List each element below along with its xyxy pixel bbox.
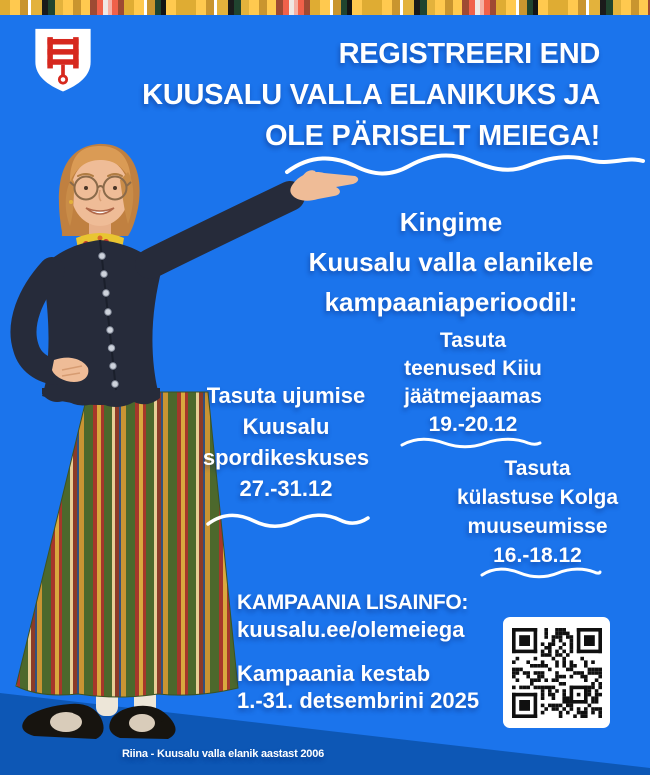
folk-stripe-border [0, 0, 650, 15]
offer-line: muuseumisse [467, 515, 608, 538]
offer-waste-wavy-underline-icon [398, 434, 544, 450]
photo-caption: Riina - Kuusalu valla elanik aastast 2006 [121, 748, 325, 760]
headline-line-1: REGISTREERI END [338, 38, 600, 70]
offer-museum-wavy-underline-icon [478, 563, 604, 580]
headline-line-2: KUUSALU VALLA ELANIKUKS JA [142, 79, 600, 111]
offer-line: Tasuta ujumise [206, 383, 366, 408]
intro-line-3: kampaaniaperioodil: [324, 287, 578, 317]
campaign-info [237, 589, 479, 714]
intro-line-2: Kuusalu valla elanikele [308, 247, 594, 277]
headline-line-3: OLE PÄRISELT MEIEGA! [264, 120, 600, 152]
offer-line: Tasuta [504, 457, 571, 480]
info-duration-line-2: 1.-31. detsembrini 2025 [237, 688, 480, 713]
info-duration-line-1: Kampaania kestab [237, 661, 431, 686]
offer-line: Tasuta [439, 329, 507, 352]
offer-line: teenused Kiiu [404, 357, 542, 380]
qr-code [503, 617, 610, 728]
intro-text [270, 202, 632, 322]
kuusalu-coat-of-arms-icon [31, 27, 95, 97]
offer-dates: 19.-20.12 [428, 413, 518, 436]
intro-line-1: Kingime [399, 207, 503, 237]
info-url: kuusalu.ee/olemeiega [237, 617, 465, 642]
offer-dates: 27.-31.12 [239, 476, 333, 501]
offer-line: spordikeskuses [202, 445, 370, 470]
offer-line: Kuusalu [242, 414, 330, 439]
offer-dates: 16.-18.12 [493, 544, 582, 567]
offer-swimming-wavy-underline-icon [204, 508, 372, 532]
offer-waste-station [388, 327, 558, 439]
offer-museum [450, 454, 625, 570]
info-heading: KAMPAANIA LISAINFO: [237, 591, 469, 614]
offer-swimming [200, 380, 372, 504]
qr-code-pattern [512, 628, 602, 718]
offer-line: jäätmejaamas [404, 385, 542, 408]
offer-line: külastuse Kolga [456, 486, 619, 509]
